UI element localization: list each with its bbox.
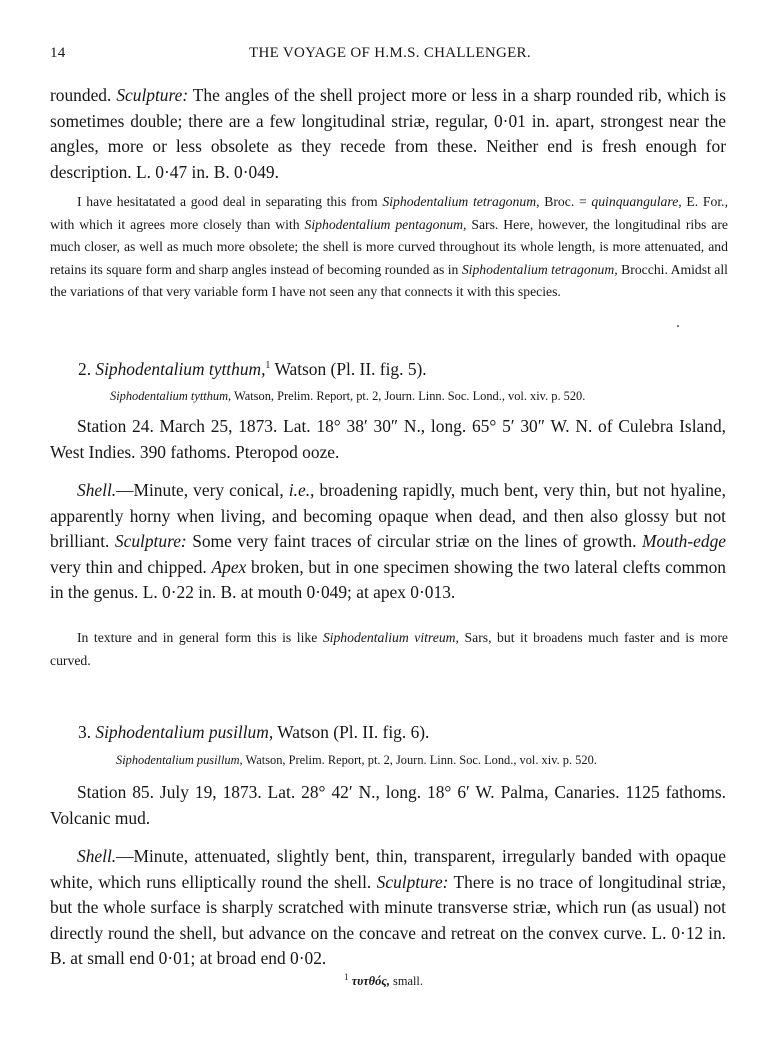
remarks-tytthum: In texture and in general form this is like Siphodentalium vitreum, Sars, but it broadens much faster and is more curved. <box>50 630 728 668</box>
reference-pusillum: Siphodentalium pusillum, Watson, Prelim. Report, pt. 2, Journ. Linn. Soc. Lond., vol. xiv. p. 520. <box>116 753 597 767</box>
paragraph-description-end: rounded. Sculpture: The angles of the shell project more or less in a sharp rounded rib, which is sometimes double; there are a few longitudinal striæ, regular, 0·01 in. apart, strongest near the angles, more or less obsolete as they recede from these. Neither end is fresh enough for description. L. 0·47 in. B. 0·049. <box>50 85 726 182</box>
sculpture-label: Sculpture: <box>116 85 189 105</box>
running-header <box>50 45 730 69</box>
running-title: THE VOYAGE OF H.M.S. CHALLENGER. <box>249 45 531 61</box>
paragraph-remarks-tetragonum: I have hesitatated a good deal in separating this from Siphodentalium tetragonum, Broc. = quinquangulare, E. For., with which it agrees more closely than with Siphodentalium pentagonum, Sars. Here, however, the longitudinal ribs are much closer, as well as much more obsolete; the shell is more curved throughout its whole length, is more attenuated, and retains its square form and sharp angles instead of becoming rounded as in Siphodentalium tetragonum, Brocchi. Amidst all the variations of that very variable form I have not seen any that connects it with this species. <box>50 194 728 299</box>
page-number: 14 <box>50 45 66 61</box>
footnote: $^1$ τυτθός, small. <box>344 972 423 989</box>
species-heading-tytthum: 2. Siphodentalium tytthum,$^1$ Watson (Pl. II. fig. 5). <box>78 359 427 379</box>
station-tytthum: Station 24. March 25, 1873. Lat. 18° 38′ 30″ N., long. 65° 5′ 30″ W. N. of Culebra Island, West Indies. 390 fathoms. Pteropod ooze. <box>50 416 726 462</box>
shell-description-tytthum: Shell.—Minute, very conical, i.e., broadening rapidly, much bent, very thin, but not hyaline, apparently horny when living, and becoming opaque when dead, and then also glossy but not brilliant. Sculpture: Some very faint traces of circular striæ on the lines of growth. Mouth-edge very thin and chipped. Apex broken, but in one specimen showing the two lateral clefts common in the genus. L. 0·22 in. B. at mouth 0·049; at apex 0·013. <box>50 480 726 602</box>
reference-tytthum: Siphodentalium tytthum, Watson, Prelim. Report, pt. 2, Journ. Linn. Soc. Lond., vol. xiv. p. 520. <box>110 389 586 403</box>
footnote-marker: 1 <box>265 360 271 372</box>
stray-mark <box>677 325 679 327</box>
species-heading-pusillum: 3. Siphodentalium pusillum, Watson (Pl. II. fig. 6). <box>78 722 430 742</box>
station-pusillum: Station 85. July 19, 1873. Lat. 28° 42′ N., long. 18° 6′ W. Palma, Canaries. 1125 fathoms. Volcanic mud. <box>50 782 726 828</box>
shell-description-pusillum: Shell.—Minute, attenuated, slightly bent, thin, transparent, irregularly banded with opaque white, which runs elliptically round the shell. Sculpture: There is no trace of longitudinal striæ, but the whole surface is sharply scratched with minute transverse striæ, which run (as usual) not directly round the shell, but advance on the concave and retreat on the convex curve. L. 0·12 in. B. at small end 0·01; at broad end 0·02. <box>50 846 726 968</box>
